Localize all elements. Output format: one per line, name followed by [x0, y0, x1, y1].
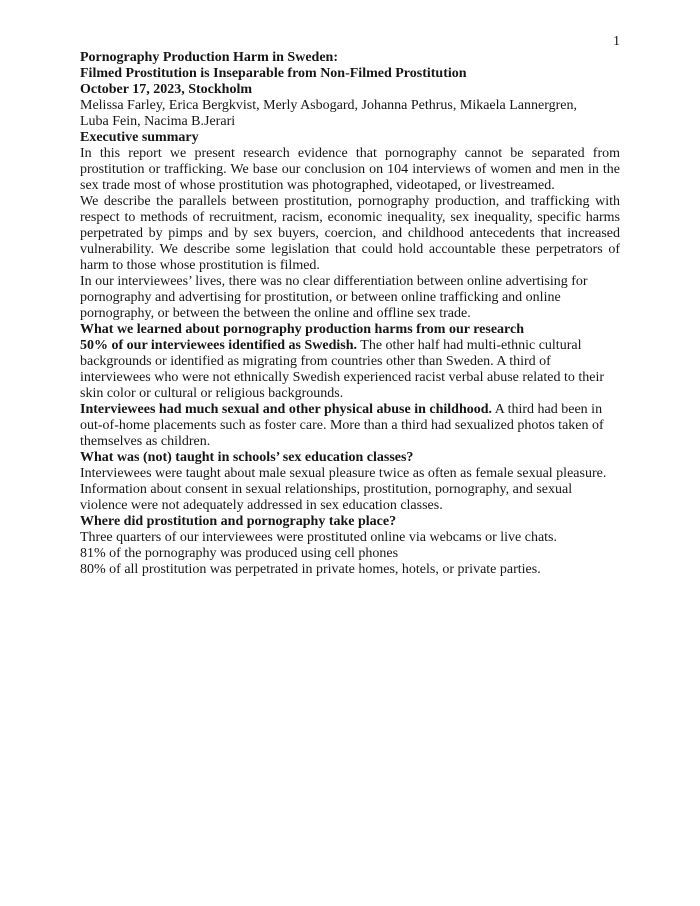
exec-summary-paragraph-1: In this report we present research evidence that pornography cannot be separated from prostitution or trafficking. We base our conclusion on 104 interviews of women and men in the sex trade most of whose prostitution was photographed, videotaped, or livestreamed.: [80, 146, 620, 193]
research-findings-heading: What we learned about pornography production harms from our research: [80, 322, 524, 337]
finding-swedish-identity: [80, 338, 620, 402]
stat-cell-phones: 81% of the pornography was produced using cell phones: [80, 546, 399, 561]
exec-summary-paragraph-3: In our interviewees’ lives, there was no clear differentiation between online advertising for pornography and advertising for prostitution, or between online trafficking and online pornography, or between the between the online and offline sex trade.: [80, 274, 588, 321]
finding-swedish-identity-lead: 50% of our interviewees identified as Swedish.: [80, 338, 358, 353]
finding-swedish-identity-body: The other half had multi-ethnic cultural backgrounds or identified as migrating from countries other than Sweden. A third of interviewees who were not ethnically Swedish experienced racist verbal abuse related to their skin color or cultural or religious backgrounds.: [80, 338, 605, 401]
location-paragraph: Three quarters of our interviewees were prostituted online via webcams or live chats.: [80, 530, 557, 545]
stat-private-locations: 80% of all prostitution was perpetrated in private homes, hotels, or private parties.: [80, 562, 541, 577]
dateline: October 17, 2023, Stockholm: [80, 82, 253, 97]
authors-line-2: Luba Fein, Nacima B.Jerari: [80, 114, 236, 129]
finding-location: [80, 514, 620, 546]
document-title: [80, 50, 620, 82]
exec-summary-paragraph-2: We describe the parallels between prostitution, pornography production, and trafficking with respect to methods of recruitment, racism, economic inequality, sex inequality, specific harms perpetrated by pimps and by sex buyers, coercion, and childhood antecedents that increased vulnerability. We describe some legislation that could hold accountable these perpetrators of harm to those whose prostitution is filmed.: [80, 194, 620, 273]
finding-childhood-abuse-body: A third had been in out-of-home placements such as foster care. More than a third had sexualized photos taken of themselves as children.: [80, 402, 604, 449]
page-number: 1: [613, 34, 620, 49]
author-list: [80, 98, 620, 130]
executive-summary-heading: Executive summary: [80, 130, 199, 145]
finding-childhood-abuse-lead: Interviewees had much sexual and other physical abuse in childhood.: [80, 402, 493, 417]
authors-line-1: Melissa Farley, Erica Bergkvist, Merly Asbogard, Johanna Pethrus, Mikaela Lannergren,: [80, 98, 578, 113]
title-line-1: Pornography Production Harm in Sweden:: [80, 50, 338, 65]
location-heading: Where did prostitution and pornography take place?: [80, 514, 397, 529]
finding-sex-education: [80, 450, 620, 514]
title-line-2: Filmed Prostitution is Inseparable from Non-Filmed Prostitution: [80, 66, 467, 81]
sex-education-heading: What was (not) taught in schools’ sex education classes?: [80, 450, 414, 465]
sex-education-paragraph: Interviewees were taught about male sexual pleasure twice as often as female sexual pleasure. Information about consent in sexual relationships, prostitution, pornography, and sexual violence were not adequately addressed in sex education classes.: [80, 466, 607, 513]
finding-childhood-abuse: [80, 402, 620, 450]
